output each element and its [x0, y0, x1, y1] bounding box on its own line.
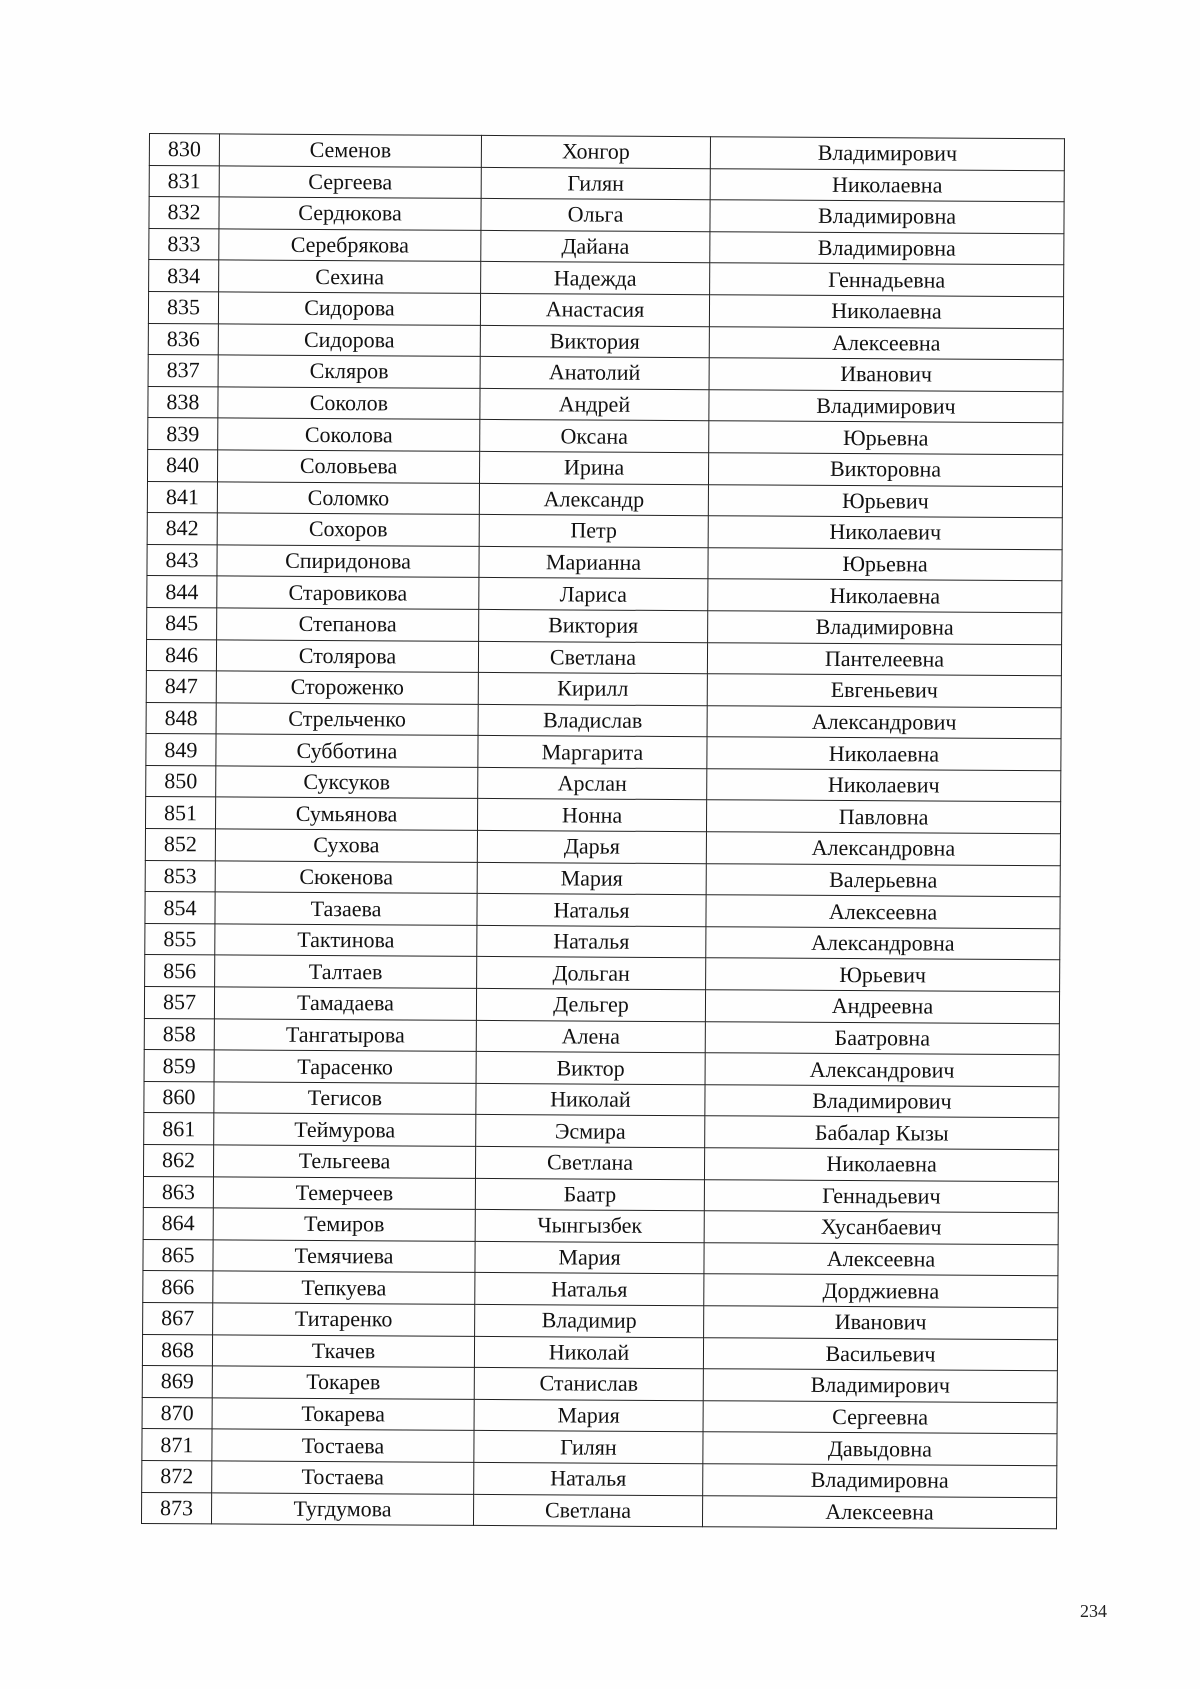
patronymic-cell: Владимирович [709, 389, 1063, 423]
patronymic-cell: Бабалар Кызы [705, 1116, 1059, 1150]
table-row [149, 197, 1064, 234]
surname-cell: Серебрякова [219, 229, 481, 262]
row-number-cell: 831 [149, 165, 219, 197]
first-name-cell: Мария [475, 1241, 704, 1274]
surname-cell: Сидорова [218, 292, 480, 325]
row-number-cell: 865 [143, 1239, 213, 1271]
table-row [144, 1018, 1059, 1055]
names-table [141, 133, 1065, 1529]
row-number-cell: 854 [145, 892, 215, 924]
first-name-cell: Дельгер [476, 988, 705, 1021]
patronymic-cell: Иванович [704, 1306, 1058, 1340]
row-number-cell: 840 [147, 449, 217, 481]
row-number-cell: 870 [142, 1397, 212, 1429]
patronymic-cell: Юрьевна [708, 547, 1062, 581]
row-number-cell: 846 [146, 639, 216, 671]
first-name-cell: Наталья [477, 894, 706, 927]
patronymic-cell: Алексеевна [709, 326, 1063, 360]
table-row [142, 1366, 1057, 1403]
first-name-cell: Владислав [478, 704, 707, 737]
surname-cell: Темиров [213, 1208, 475, 1241]
row-number-cell: 852 [145, 829, 215, 861]
row-number-cell: 830 [149, 134, 219, 166]
first-name-cell: Ольга [481, 199, 710, 232]
first-name-cell: Виктор [476, 1052, 705, 1085]
row-number-cell: 863 [143, 1176, 213, 1208]
table-row [148, 355, 1063, 392]
first-name-cell: Наталья [474, 1462, 703, 1495]
table-row [143, 1239, 1058, 1276]
table-row [147, 513, 1062, 550]
first-name-cell: Александр [479, 483, 708, 516]
patronymic-cell: Пантелеевна [707, 642, 1061, 676]
first-name-cell: Гилян [481, 167, 710, 200]
row-number-cell: 869 [142, 1366, 212, 1398]
row-number-cell: 843 [147, 544, 217, 576]
row-number-cell: 836 [148, 323, 218, 355]
surname-cell: Спиридонова [217, 545, 479, 578]
surname-cell: Титаренко [213, 1303, 475, 1336]
row-number-cell: 839 [148, 418, 218, 450]
patronymic-cell: Алексеевна [706, 895, 1060, 929]
patronymic-cell: Васильевич [703, 1337, 1057, 1371]
first-name-cell: Эсмира [476, 1115, 705, 1148]
surname-cell: Тепкуева [213, 1271, 475, 1304]
patronymic-cell: Евгеньевич [707, 674, 1061, 708]
first-name-cell: Светлана [478, 641, 707, 674]
row-number-cell: 837 [148, 355, 218, 387]
table-row [147, 544, 1062, 581]
surname-cell: Сидорова [218, 323, 480, 356]
surname-cell: Токарева [212, 1398, 474, 1431]
patronymic-cell: Дорджиевна [704, 1274, 1058, 1308]
patronymic-cell: Иванович [709, 358, 1063, 392]
patronymic-cell: Николаевич [707, 769, 1061, 803]
patronymic-cell: Андреевна [705, 990, 1059, 1024]
patronymic-cell: Геннадьевна [710, 263, 1064, 297]
row-number-cell: 853 [145, 860, 215, 892]
patronymic-cell: Баатровна [705, 1021, 1059, 1055]
first-name-cell: Кирилл [478, 672, 707, 705]
table-row [149, 228, 1064, 265]
patronymic-cell: Владимирович [710, 137, 1064, 171]
first-name-cell: Чынгызбек [475, 1210, 704, 1243]
first-name-cell: Мария [477, 862, 706, 895]
table-row [148, 418, 1063, 455]
table-row [145, 955, 1060, 992]
first-name-cell: Светлана [473, 1494, 702, 1527]
row-number-cell: 833 [149, 228, 219, 260]
surname-cell: Сохоров [217, 513, 479, 546]
table-row [144, 1113, 1059, 1150]
surname-cell: Соколов [218, 387, 480, 420]
first-name-cell: Анатолий [480, 357, 709, 390]
surname-cell: Сумьянова [215, 797, 477, 830]
surname-cell: Сухова [215, 829, 477, 862]
row-number-cell: 859 [144, 1050, 214, 1082]
first-name-cell: Ирина [479, 451, 708, 484]
surname-cell: Талтаев [215, 955, 477, 988]
table-row [149, 134, 1064, 171]
table-row [142, 1334, 1057, 1371]
patronymic-cell: Александровна [706, 832, 1060, 866]
table-row [148, 323, 1063, 360]
row-number-cell: 832 [149, 197, 219, 229]
patronymic-cell: Владимировна [710, 232, 1064, 266]
first-name-cell: Светлана [475, 1146, 704, 1179]
first-name-cell: Арслан [478, 767, 707, 800]
first-name-cell: Маргарита [478, 736, 707, 769]
table-row [146, 765, 1061, 802]
patronymic-cell: Николаевна [710, 168, 1064, 202]
first-name-cell: Хонгор [481, 135, 710, 168]
row-number-cell: 864 [143, 1208, 213, 1240]
patronymic-cell: Николаевич [708, 516, 1062, 550]
surname-cell: Токарев [212, 1366, 474, 1399]
surname-cell: Степанова [217, 608, 479, 641]
patronymic-cell: Валерьевна [706, 863, 1060, 897]
patronymic-cell: Владимировна [703, 1464, 1057, 1498]
row-number-cell: 850 [146, 765, 216, 797]
first-name-cell: Алена [476, 1020, 705, 1053]
table-row [147, 481, 1062, 518]
surname-cell: Семенов [219, 134, 481, 167]
table-row [144, 987, 1059, 1024]
patronymic-cell: Юрьевна [709, 421, 1063, 455]
table-row [145, 829, 1060, 866]
surname-cell: Тегисов [214, 1082, 476, 1115]
table-row [146, 639, 1061, 676]
table-row [145, 892, 1060, 929]
first-name-cell: Станислав [474, 1368, 703, 1401]
row-number-cell: 838 [148, 386, 218, 418]
surname-cell: Тельгеева [213, 1145, 475, 1178]
first-name-cell: Лариса [479, 578, 708, 611]
surname-cell: Темячиева [213, 1240, 475, 1273]
surname-cell: Тангатырова [214, 1019, 476, 1052]
surname-cell: Соловьева [217, 450, 479, 483]
patronymic-cell: Викторовна [708, 453, 1062, 487]
table-row [145, 797, 1060, 834]
patronymic-cell: Сергеевна [703, 1400, 1057, 1434]
table-row [143, 1271, 1058, 1308]
first-name-cell: Нонна [477, 799, 706, 832]
table-row [141, 1492, 1056, 1529]
table-row [144, 1081, 1059, 1118]
patronymic-cell: Владимировна [708, 611, 1062, 645]
table-row [145, 860, 1060, 897]
first-name-cell: Наталья [475, 1273, 704, 1306]
patronymic-cell: Геннадьевич [704, 1179, 1058, 1213]
table-row [146, 671, 1061, 708]
row-number-cell: 835 [148, 291, 218, 323]
patronymic-cell: Николаевна [707, 737, 1061, 771]
first-name-cell: Николай [474, 1336, 703, 1369]
row-number-cell: 872 [142, 1460, 212, 1492]
surname-cell: Стрельченко [216, 703, 478, 736]
row-number-cell: 851 [145, 797, 215, 829]
row-number-cell: 858 [144, 1018, 214, 1050]
page-number: 234 [1080, 1601, 1107, 1621]
row-number-cell: 849 [146, 734, 216, 766]
row-number-cell: 841 [147, 481, 217, 513]
table-row [145, 923, 1060, 960]
first-name-cell: Оксана [480, 420, 709, 453]
patronymic-cell: Николаевна [708, 579, 1062, 613]
first-name-cell: Виктория [479, 609, 708, 642]
surname-cell: Тамадаева [214, 987, 476, 1020]
surname-cell: Тугдумова [211, 1492, 473, 1525]
table-row [147, 449, 1062, 486]
first-name-cell: Анастасия [480, 293, 709, 326]
first-name-cell: Виктория [480, 325, 709, 358]
table-row [142, 1460, 1057, 1497]
patronymic-cell: Александровна [706, 927, 1060, 961]
row-number-cell: 848 [146, 702, 216, 734]
table-row [146, 734, 1061, 771]
first-name-cell: Дольган [477, 957, 706, 990]
surname-cell: Субботина [216, 734, 478, 767]
first-name-cell: Дайана [481, 230, 710, 263]
first-name-cell: Владимир [475, 1304, 704, 1337]
first-name-cell: Петр [479, 515, 708, 548]
row-number-cell: 867 [143, 1302, 213, 1334]
names-table-body [141, 134, 1064, 1529]
table-row [144, 1050, 1059, 1087]
row-number-cell: 868 [142, 1334, 212, 1366]
row-number-cell: 871 [142, 1429, 212, 1461]
patronymic-cell: Владимирович [703, 1369, 1057, 1403]
surname-cell: Скляров [218, 355, 480, 388]
surname-cell: Темерчеев [213, 1176, 475, 1209]
first-name-cell: Мария [474, 1399, 703, 1432]
patronymic-cell: Николаевна [704, 1148, 1058, 1182]
surname-cell: Столярова [216, 639, 478, 672]
table-row [148, 386, 1063, 423]
surname-cell: Стороженко [216, 671, 478, 704]
first-name-cell: Надежда [481, 262, 710, 295]
row-number-cell: 847 [146, 671, 216, 703]
surname-cell: Суксуков [216, 766, 478, 799]
row-number-cell: 844 [147, 576, 217, 608]
first-name-cell: Баатр [475, 1178, 704, 1211]
row-number-cell: 845 [147, 607, 217, 639]
row-number-cell: 862 [143, 1144, 213, 1176]
row-number-cell: 834 [149, 260, 219, 292]
row-number-cell: 861 [144, 1113, 214, 1145]
patronymic-cell: Давыдовна [703, 1432, 1057, 1466]
first-name-cell: Андрей [480, 388, 709, 421]
patronymic-cell: Хусанбаевич [704, 1211, 1058, 1245]
table-row [146, 702, 1061, 739]
surname-cell: Тарасенко [214, 1050, 476, 1083]
surname-cell: Тостаева [212, 1461, 474, 1494]
patronymic-cell: Владимирович [705, 1085, 1059, 1119]
surname-cell: Сердюкова [219, 197, 481, 230]
table-row [149, 260, 1064, 297]
table-row [147, 607, 1062, 644]
patronymic-cell: Павловна [706, 800, 1060, 834]
surname-cell: Сехина [219, 260, 481, 293]
row-number-cell: 855 [145, 923, 215, 955]
patronymic-cell: Владимировна [710, 200, 1064, 234]
first-name-cell: Гилян [474, 1431, 703, 1464]
patronymic-cell: Алексеевна [704, 1242, 1058, 1276]
surname-cell: Сергеева [219, 165, 481, 198]
surname-cell: Сюкенова [215, 861, 477, 894]
patronymic-cell: Юрьевич [706, 958, 1060, 992]
row-number-cell: 873 [141, 1492, 211, 1524]
table-row [143, 1144, 1058, 1181]
first-name-cell: Марианна [479, 546, 708, 579]
surname-cell: Тазаева [215, 892, 477, 925]
patronymic-cell: Александрович [705, 1053, 1059, 1087]
patronymic-cell: Юрьевич [708, 484, 1062, 518]
patronymic-cell: Алексеевна [702, 1495, 1056, 1529]
surname-cell: Теймурова [214, 1113, 476, 1146]
table-row [149, 165, 1064, 202]
table-row [142, 1397, 1057, 1434]
table-row [143, 1208, 1058, 1245]
surname-cell: Соломко [217, 481, 479, 514]
surname-cell: Тостаева [212, 1429, 474, 1462]
table-row [148, 291, 1063, 328]
surname-cell: Старовикова [217, 576, 479, 609]
first-name-cell: Дарья [477, 830, 706, 863]
surname-cell: Ткачев [212, 1334, 474, 1367]
surname-cell: Соколова [218, 418, 480, 451]
row-number-cell: 857 [144, 987, 214, 1019]
surname-cell: Тактинова [215, 924, 477, 957]
row-number-cell: 842 [147, 513, 217, 545]
first-name-cell: Наталья [477, 925, 706, 958]
table-row [143, 1302, 1058, 1339]
row-number-cell: 856 [145, 955, 215, 987]
first-name-cell: Николай [476, 1083, 705, 1116]
patronymic-cell: Александрович [707, 705, 1061, 739]
row-number-cell: 860 [144, 1081, 214, 1113]
patronymic-cell: Николаевна [709, 295, 1063, 329]
table-row [142, 1429, 1057, 1466]
table-row [147, 576, 1062, 613]
row-number-cell: 866 [143, 1271, 213, 1303]
table-row [143, 1176, 1058, 1213]
